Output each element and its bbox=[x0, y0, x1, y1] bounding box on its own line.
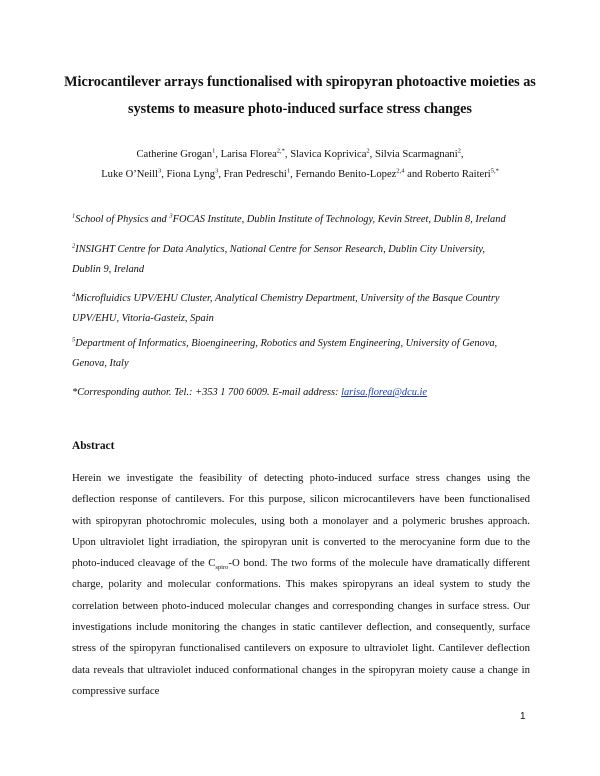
affiliation-text: INSIGHT Centre for Data Analytics, National Centre for Sensor Research, Dublin City University, bbox=[75, 244, 485, 255]
affiliation-mark: 5 bbox=[72, 336, 76, 344]
affiliation-line: Genova, Italy bbox=[72, 357, 129, 369]
author-affiliation-mark: 2,* bbox=[276, 147, 285, 155]
abstract-text-continued: -O bond. The two forms of the molecule have dramatically different charge, polarity and molecular conformations. This makes spiropyrans an ideal system to study the correlation between photo-induced molecular changes and corresponding changes in surface stress. Our investigations include monitoring the changes in static cantilever deflection, and consequently, surface stress of the spiropyran functionalised cantilevers on exposure to ultraviolet light. Cantilever deflection data reveals that ultraviolet induced conformational changes in the spiropyran moiety cause a change in compressive surface bbox=[72, 557, 530, 697]
author-name: Slavica Koprivica bbox=[290, 149, 367, 160]
abstract-heading: Abstract bbox=[72, 440, 115, 452]
affiliation-line bbox=[72, 334, 542, 354]
author-affiliation-mark: 5,* bbox=[490, 167, 499, 175]
author-affiliation-mark: 2 bbox=[366, 147, 370, 155]
title-line-1: Microcantilever arrays functionalised with spiropyran photoactive moieties as bbox=[64, 74, 536, 90]
affiliation-line: UPV/EHU, Vitoria-Gasteiz, Spain bbox=[72, 312, 214, 324]
page-number: 1 bbox=[520, 711, 526, 722]
author-affiliation-mark: 2 bbox=[457, 147, 461, 155]
author-name: Larisa Florea bbox=[220, 149, 277, 160]
author-name: Fernando Benito-Lopez bbox=[295, 169, 397, 180]
affiliation-text: School of Physics and bbox=[75, 214, 170, 225]
affiliation-mark: 1 bbox=[72, 212, 76, 220]
email-link[interactable]: larisa.florea@dcu.ie bbox=[341, 387, 428, 398]
author-affiliation-mark: 3 bbox=[215, 167, 219, 175]
author-affiliation-mark: 3 bbox=[157, 167, 162, 175]
author-affiliation-mark: 1 bbox=[286, 167, 291, 175]
corresponding-author bbox=[72, 383, 542, 403]
affiliation-5 bbox=[72, 334, 542, 373]
abstract-subscript: spiro bbox=[215, 564, 229, 572]
author-affiliation-mark: 1 bbox=[212, 147, 216, 155]
title-line-2: systems to measure photo-induced surface stress changes bbox=[128, 101, 472, 117]
author-affiliation-mark: 2,4 bbox=[396, 167, 405, 175]
author-line-2: Luke O’Neill$^3$, Fiona Lyng$^3$, Fran Pedreschi$^1$, Fernando Benito-Lopez$^{2,4}$ and Roberto Raiteri$^{5,*}$ bbox=[101, 167, 499, 180]
affiliation-text: Microfluidics UPV/EHU Cluster, Analytical Chemistry Department, University of the Basque Country bbox=[75, 293, 500, 304]
author-name: Catherine Grogan bbox=[136, 149, 213, 160]
affiliation-line: Dublin 9, Ireland bbox=[72, 263, 145, 275]
affiliation-4 bbox=[72, 289, 542, 328]
corresponding-author-text: *Corresponding author. Tel.: +353 1 700 6009. E-mail address: bbox=[72, 387, 342, 398]
abstract-body bbox=[72, 468, 530, 702]
author-name: Luke O’Neill bbox=[101, 169, 158, 180]
affiliation-mark: 2 bbox=[72, 242, 76, 250]
author-name: Roberto Raiteri bbox=[425, 169, 491, 180]
affiliation-mark: 3 bbox=[169, 212, 173, 220]
paper-title bbox=[40, 69, 560, 123]
affiliation-2 bbox=[72, 240, 542, 279]
author-conjunction: and bbox=[407, 169, 423, 180]
affiliation-text: Department of Informatics, Bioengineering, Robotics and System Engineering, University of Genova, bbox=[75, 338, 498, 349]
affiliation-mark: 4 bbox=[72, 291, 76, 299]
affiliation-line bbox=[72, 240, 542, 260]
affiliation-text: FOCAS Institute, Dublin Institute of Technology, Kevin Street, Dublin 8, Ireland bbox=[172, 214, 506, 225]
author-name: Fran Pedreschi bbox=[223, 169, 287, 180]
author-list bbox=[50, 145, 550, 185]
author-name: Fiona Lyng bbox=[166, 169, 216, 180]
author-line-1: Catherine Grogan$^1$, Larisa Florea$^{2,*}$, Slavica Koprivica$^2$, Silvia Scarmagnani$^2$, bbox=[136, 147, 464, 160]
abstract-text: Herein we investigate the feasibility of detecting photo-induced surface stress changes using the deflection response of cantilevers. For this purpose, silicon microcantilevers have been functionalised with spiropyran photochromic molecules, using both a monolayer and a polymeric brushes approach. Upon ultraviolet light irradiation, the spiropyran unit is converted to the merocyanine form due to the photo-induced cleavage of the C bbox=[72, 472, 530, 570]
affiliation-1 bbox=[72, 210, 542, 230]
author-name: Silvia Scarmagnani bbox=[374, 149, 458, 160]
affiliation-line bbox=[72, 289, 542, 309]
